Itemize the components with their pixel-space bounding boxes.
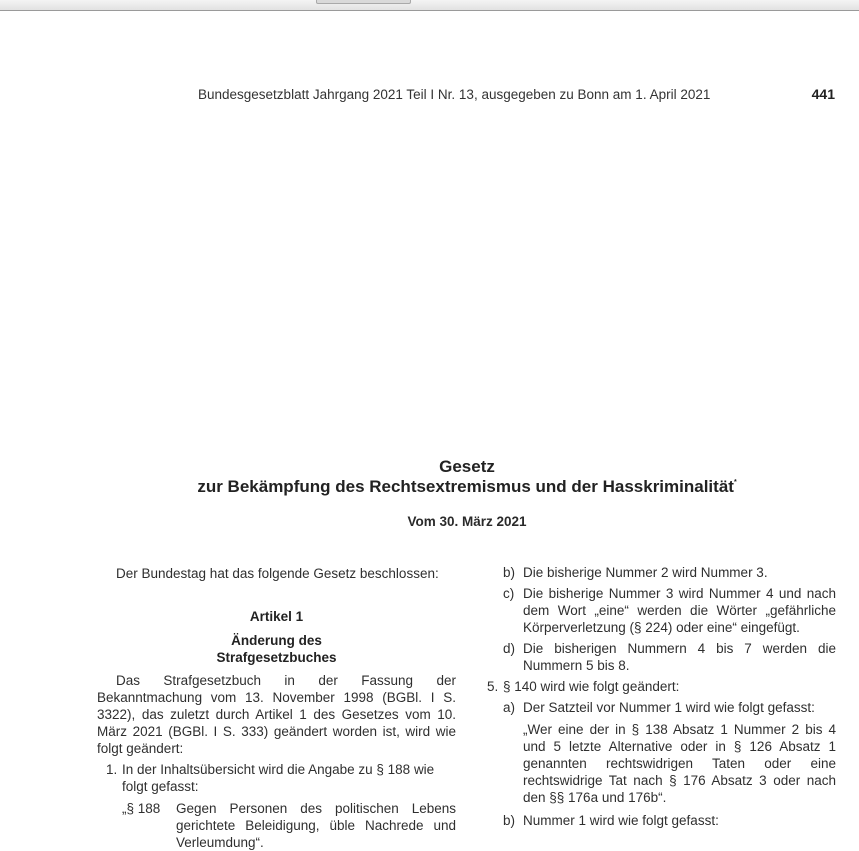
law-title-line1: Gesetz: [439, 457, 495, 476]
list-item-c: [478, 585, 836, 636]
list-item-1: [97, 761, 456, 795]
list-item-text: Der Satzteil vor Nummer 1 wird wie folgt gefasst:: [523, 700, 815, 715]
quoted-text: Gegen Personen des politischen Lebens gerichtete Beleidigung, üble Nachrede und Verleumdung“.: [176, 801, 456, 850]
quoted-entry: [97, 800, 456, 851]
left-column: [97, 565, 456, 851]
list-item-5: [478, 678, 836, 695]
intro-paragraph: Der Bundestag hat das folgende Gesetz beschlossen:: [116, 566, 439, 581]
law-title-text: zur Bekämpfung des Rechtsextremismus und der Hasskriminalität: [197, 477, 734, 496]
list-item-number: d): [503, 641, 516, 656]
running-head: Bundesgesetzblatt Jahrgang 2021 Teil I Nr. 13, ausgegeben zu Bonn am 1. April 2021: [198, 87, 711, 102]
article-title-line2: Strafgesetzbuches: [216, 650, 337, 665]
viewer-toolbar: [0, 0, 859, 11]
page-number: 441: [811, 86, 835, 102]
list-item-d: [478, 640, 836, 674]
right-column: [478, 564, 836, 829]
list-item-text: Die bisherigen Nummern 4 bis 7 werden die Nummern 5 bis 8.: [523, 641, 836, 673]
law-title-line2: [0, 477, 859, 497]
quoted-text: „Wer eine der in § 138 Absatz 1 Nummer 2 bis 4 und 5 letzte Alternative oder in § 126 Absatz 1 genannten rechtswidrigen Taten oder eine rechtswidrige Tat nach § 176 Absatz 3 oder nach den §§ 176a und 176b“.: [523, 722, 836, 805]
article-paragraph: Das Strafgesetzbuch in der Fassung der Bekanntmachung vom 13. November 1998 (BGBl. I S. 3322), das zuletzt durch Artikel 1 des Gesetzes vom 10. März 2021 (BGBl. I S. 333) geändert worden ist, wird wie folgt geändert:: [97, 673, 456, 756]
quoted-section: „§ 188: [122, 801, 161, 816]
list-item-5a: [478, 699, 836, 716]
toolbar-tab[interactable]: [316, 0, 411, 4]
list-item-text: Die bisherige Nummer 2 wird Nummer 3.: [523, 565, 768, 580]
article-heading: Artikel 1: [249, 609, 304, 624]
list-item-number: b): [503, 813, 516, 828]
list-item-number: 5.: [487, 679, 499, 694]
law-date: Vom 30. März 2021: [407, 514, 527, 529]
list-item-5b: [478, 812, 836, 829]
footnote-mark: *: [733, 479, 737, 486]
list-item-number: c): [503, 586, 515, 601]
article-title-line1: Änderung des: [231, 633, 322, 648]
list-item-b: [478, 564, 836, 581]
list-item-number: 1.: [106, 762, 118, 777]
list-item-text: § 140 wird wie folgt geändert:: [503, 679, 680, 694]
list-item-text: Nummer 1 wird wie folgt gefasst:: [523, 813, 719, 828]
list-item-number: b): [503, 565, 516, 580]
list-item-text: In der Inhaltsübersicht wird die Angabe zu § 188 wie folgt gefasst:: [122, 762, 435, 794]
list-item-number: a): [503, 700, 516, 715]
list-item-text: Die bisherige Nummer 3 wird Nummer 4 und nach dem Wort „eine“ werden die Wörter „gefährliche Körperverletzung (§ 224) oder eine“ eingefügt.: [523, 586, 836, 635]
